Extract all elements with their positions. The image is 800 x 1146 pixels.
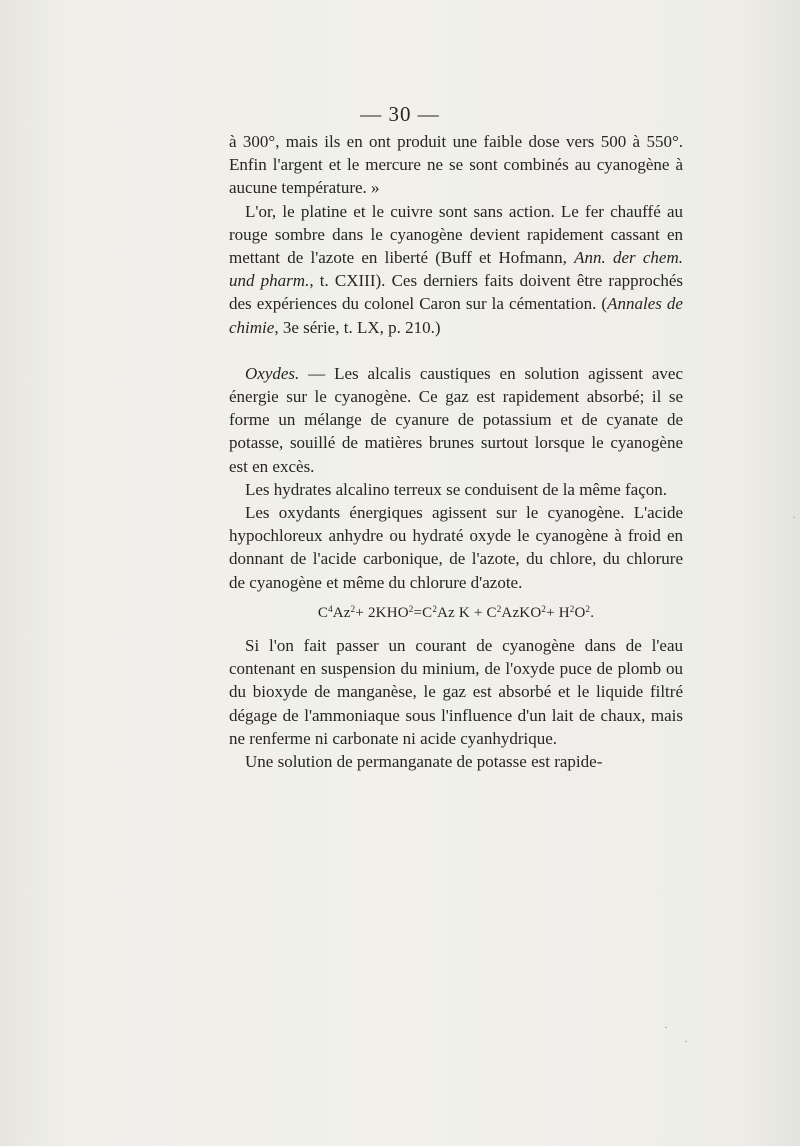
paragraph: Oxydes. — Les alcalis caustiques en solution agissent avec énergie sur le cyanogène. Ce gaz est rapidement absorbé; il se forme un mélange de cyanure de potassium et de cyanate de potasse, souillé de matières brunes surtout lorsque le cyanogène est en excès. — [229, 363, 683, 476]
paper-speck: · — [792, 510, 796, 524]
page-number: — 30 — — [360, 102, 440, 126]
chemical-formula: $C^4Az^2+ 2KHO^2=C^2Az$ $K + C^2AzKO^2+ H^2O^2$. — [317, 603, 595, 621]
section-heading: Oxydes. — [245, 363, 300, 383]
paper-speck: · — [684, 1034, 688, 1048]
paragraph: Les oxydants énergiques agissent sur le cyanogène. L'acide hypochloreux anhydre ou hydraté oxyde le cyanogène à froid en donnant de l'acide carbonique, de l'azote, du chlore, du chlorure de cyanogène et même du chlorure d'azote. — [229, 503, 683, 592]
paragraph: Si l'on fait passer un courant de cyanogène dans de l'eau contenant en suspension du minium, de l'oxyde puce de plomb ou du bioxyde de manganèse, le gaz est absorbé et le liquide filtré dégage de l'ammoniaque sous l'influence d'un lait de chaux, mais ne renferme ni carbonate ni acide cyanhydrique. — [229, 636, 683, 748]
citation-title: Annales de chimie — [229, 294, 683, 337]
paragraph: Les hydrates alcalino terreux se conduisent de la même façon. — [245, 479, 667, 499]
paragraph: Une solution de permanganate de potasse est rapide- — [245, 752, 603, 772]
paragraph: à 300°, mais ils en ont produit une faible dose vers 500 à 550°. Enfin l'argent et le mercure ne se sont combinés au cyanogène à aucune température. » — [229, 132, 683, 198]
paragraph: L'or, le platine et le cuivre sont sans action. Le fer chauffé au rouge sombre dans le cyanogène devient rapidement cassant en mettant de l'azote en liberté (Buff et Hofmann, Ann. der chem. und pharm., t. CXIII). Ces derniers faits doivent être rapprochés des expériences du colonel Caron sur la cémentation. (Annales de chimie, 3e série, t. LX, p. 210.) — [229, 201, 683, 337]
paper-speck: · — [664, 1020, 668, 1034]
citation-title: Ann. der chem. und pharm. — [229, 248, 683, 291]
body-text — [229, 130, 683, 773]
